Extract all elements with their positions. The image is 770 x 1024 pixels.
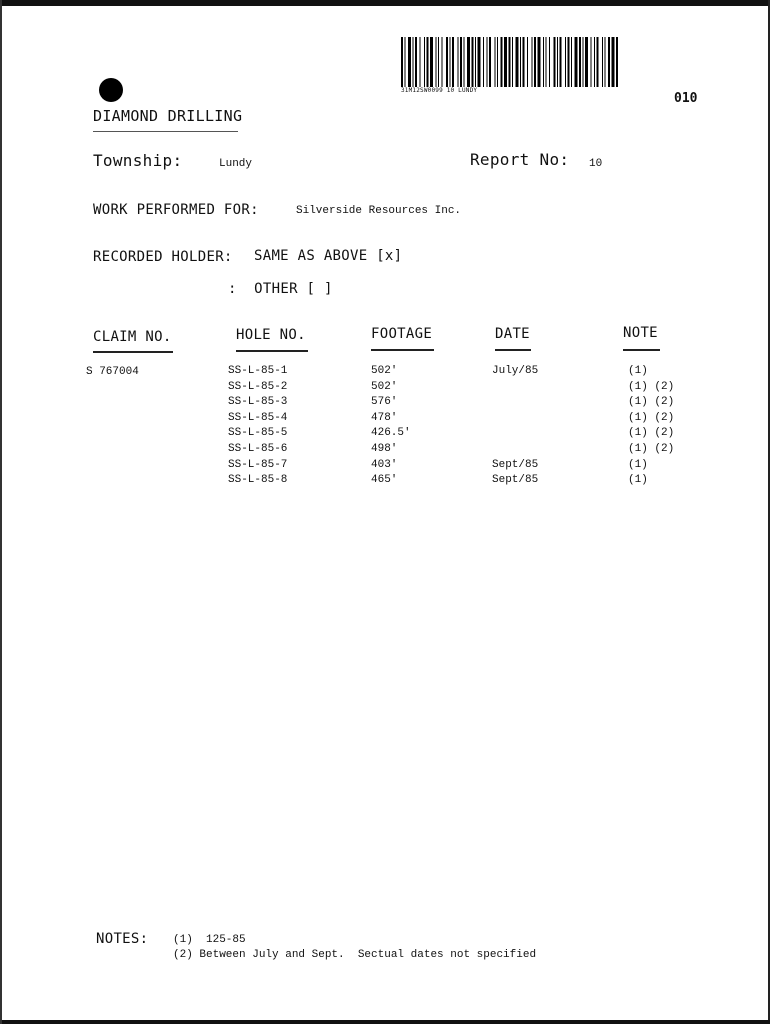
- punch-hole-mark: [99, 78, 123, 102]
- hole-number-cell: SS-L-85-6: [228, 443, 288, 455]
- work-performed-value: Silverside Resources Inc.: [296, 205, 462, 217]
- table-row: [0, 458, 770, 474]
- title-underline: [93, 131, 238, 132]
- table-row: [0, 395, 770, 411]
- notes-label: NOTES:: [96, 931, 149, 947]
- header-date: DATE: [495, 326, 530, 342]
- table-row: [0, 411, 770, 427]
- hole-number-cell: SS-L-85-8: [228, 474, 288, 487]
- township-value: Lundy: [219, 158, 253, 170]
- footage-cell: 478': [371, 411, 398, 424]
- scan-border-bottom: [0, 1020, 770, 1024]
- note-cell: (1): [628, 474, 648, 487]
- header-claim-no: CLAIM NO.: [93, 329, 172, 345]
- footage-cell: 403': [371, 458, 398, 471]
- hole-number-cell: SS-L-85-2: [228, 380, 288, 393]
- date-cell: July/85: [492, 365, 539, 377]
- footage-cell: 502': [371, 380, 398, 393]
- table-row: [0, 380, 770, 396]
- date-underline: [495, 349, 531, 351]
- drill-hole-table: [0, 364, 770, 494]
- hole-number-cell: SS-L-85-7: [228, 458, 288, 471]
- table-row: [0, 426, 770, 442]
- recorded-holder-label: RECORDED HOLDER:: [93, 249, 233, 265]
- note-underline: [623, 349, 660, 351]
- scan-border-left: [0, 0, 2, 1024]
- work-performed-label: WORK PERFORMED FOR:: [93, 202, 259, 218]
- report-number-label: Report No:: [470, 150, 570, 169]
- footage-cell: 576': [371, 396, 398, 409]
- holder-other-option: : OTHER [ ]: [228, 281, 333, 297]
- note-cell: (1): [628, 365, 648, 377]
- date-cell: Sept/85: [492, 474, 539, 487]
- note-item-1: (1) 125-85: [173, 934, 246, 946]
- footage-cell: 465': [371, 474, 398, 487]
- footage-cell: 498': [371, 443, 398, 455]
- date-cell: Sept/85: [492, 458, 539, 471]
- note-cell: (1) (2): [628, 443, 675, 455]
- holder-same-option: SAME AS ABOVE [x]: [254, 248, 403, 264]
- claim-underline: [93, 351, 173, 353]
- table-row: [0, 473, 770, 489]
- barcode-label: 31M12SW0099 10 LUNDY: [401, 87, 478, 94]
- note-cell: (1) (2): [628, 427, 675, 440]
- table-row: [0, 364, 770, 380]
- report-number-value: 10: [589, 158, 603, 170]
- note-cell: (1) (2): [628, 396, 675, 409]
- note-cell: (1) (2): [628, 380, 675, 393]
- page-title: DIAMOND DRILLING: [93, 107, 243, 125]
- footage-cell: 502': [371, 365, 398, 377]
- hole-number-cell: SS-L-85-1: [228, 365, 288, 377]
- hole-number-cell: SS-L-85-3: [228, 396, 288, 409]
- hole-number-cell: SS-L-85-5: [228, 427, 288, 440]
- claim-number: S 767004: [86, 366, 139, 378]
- barcode-graphic: [401, 37, 618, 87]
- header-note: NOTE: [623, 325, 658, 341]
- table-row: [0, 442, 770, 458]
- hole-underline: [236, 350, 308, 352]
- header-hole-no: HOLE NO.: [236, 327, 306, 343]
- footage-cell: 426.5': [371, 427, 411, 440]
- document-number: 010: [674, 91, 698, 106]
- township-label: Township:: [93, 151, 183, 170]
- header-footage: FOOTAGE: [371, 326, 433, 342]
- hole-number-cell: SS-L-85-4: [228, 411, 288, 424]
- note-cell: (1) (2): [628, 411, 675, 424]
- note-item-2: (2) Between July and Sept. Sectual dates not specified: [173, 949, 537, 961]
- footage-underline: [371, 349, 434, 351]
- scan-border-top: [0, 0, 770, 6]
- note-cell: (1): [628, 458, 648, 471]
